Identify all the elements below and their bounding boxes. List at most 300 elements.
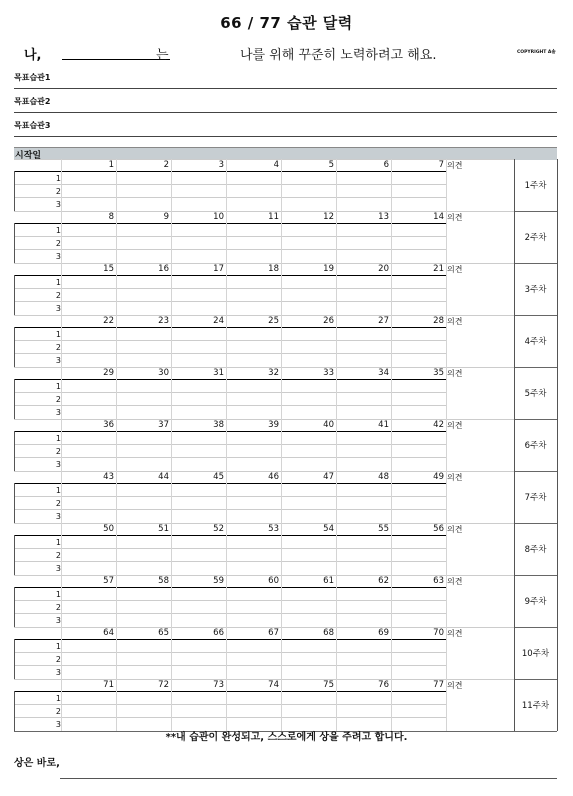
header-divider — [14, 431, 447, 432]
day-number: 65 — [158, 628, 169, 638]
opinion-label: 의견 — [447, 369, 463, 378]
day-number: 25 — [268, 316, 279, 326]
week-label: 4주차 — [524, 337, 547, 347]
column-divider — [116, 419, 117, 471]
day-number: 45 — [213, 472, 224, 482]
row-divider — [14, 340, 447, 341]
row-divider — [14, 249, 447, 250]
day-number: 19 — [323, 264, 334, 274]
column-divider — [336, 523, 337, 575]
opinion-label: 의견 — [447, 317, 463, 326]
row-divider — [14, 627, 514, 628]
habit-row-label: 1 — [55, 694, 61, 703]
column-divider — [391, 211, 392, 263]
right-border — [557, 471, 558, 523]
day-number: 28 — [433, 316, 444, 326]
day-number: 7 — [438, 160, 444, 170]
week-block — [14, 627, 557, 679]
row-divider — [14, 444, 447, 445]
day-number: 37 — [158, 420, 169, 430]
column-divider — [116, 575, 117, 627]
day-number: 51 — [158, 524, 169, 534]
day-number: 54 — [323, 524, 334, 534]
week-block — [14, 575, 557, 627]
column-divider — [116, 523, 117, 575]
right-border — [557, 575, 558, 627]
day-number: 11 — [268, 212, 279, 222]
day-number: 20 — [378, 264, 389, 274]
day-number: 24 — [213, 316, 224, 326]
habit-row-label: 1 — [55, 278, 61, 287]
right-border — [557, 627, 558, 679]
goal-row-3[interactable] — [14, 114, 557, 137]
column-divider — [226, 471, 227, 523]
column-divider — [61, 471, 62, 523]
right-border — [557, 211, 558, 263]
column-divider — [446, 315, 447, 367]
week-label: 5주차 — [524, 389, 547, 399]
column-divider — [336, 419, 337, 471]
header-divider — [14, 327, 447, 328]
week-block — [14, 419, 557, 471]
column-divider — [116, 471, 117, 523]
goal-row-2[interactable] — [14, 90, 557, 113]
column-divider — [171, 575, 172, 627]
day-number: 75 — [323, 680, 334, 690]
day-number: 74 — [268, 680, 279, 690]
column-divider — [281, 263, 282, 315]
week-label: 8주차 — [524, 545, 547, 555]
column-divider — [281, 367, 282, 419]
column-divider — [61, 627, 62, 679]
habit-row-label: 1 — [55, 538, 61, 547]
column-divider — [391, 523, 392, 575]
column-divider — [226, 315, 227, 367]
day-number: 15 — [103, 264, 114, 274]
day-number: 59 — [213, 576, 224, 586]
left-border — [14, 275, 15, 315]
row-divider — [14, 405, 447, 406]
habit-calendar-grid — [14, 159, 557, 729]
day-number: 50 — [103, 524, 114, 534]
left-border — [14, 483, 15, 523]
column-divider — [336, 159, 337, 211]
row-divider — [14, 509, 447, 510]
column-divider — [116, 263, 117, 315]
week-label: 3주차 — [524, 285, 547, 295]
habit-row-label: 3 — [55, 668, 61, 677]
column-divider — [171, 159, 172, 211]
habit-row-label: 3 — [55, 356, 61, 365]
week-label: 2주차 — [524, 233, 547, 243]
week-label: 1주차 — [524, 181, 547, 191]
day-number: 73 — [213, 680, 224, 690]
column-divider — [446, 211, 447, 263]
column-divider — [171, 211, 172, 263]
week-block — [14, 263, 557, 315]
day-number: 27 — [378, 316, 389, 326]
column-divider — [446, 419, 447, 471]
column-divider — [391, 419, 392, 471]
left-border — [14, 691, 15, 731]
goal-label: 목표습관1 — [14, 73, 51, 82]
column-divider — [336, 471, 337, 523]
column-divider — [171, 419, 172, 471]
day-number: 39 — [268, 420, 279, 430]
row-divider — [14, 471, 514, 472]
right-border — [557, 523, 558, 575]
habit-row-label: 1 — [55, 642, 61, 651]
day-number: 36 — [103, 420, 114, 430]
day-number: 63 — [433, 576, 444, 586]
day-number: 33 — [323, 368, 334, 378]
name-blank-field[interactable] — [62, 59, 170, 60]
opinion-label: 의견 — [447, 213, 463, 222]
copyright-note: COPYRIGHT A솔 — [517, 50, 556, 55]
day-number: 6 — [383, 160, 389, 170]
habit-row-label: 3 — [55, 408, 61, 417]
day-number: 44 — [158, 472, 169, 482]
day-number: 21 — [433, 264, 444, 274]
week-label: 6주차 — [524, 441, 547, 451]
day-number: 26 — [323, 316, 334, 326]
day-number: 38 — [213, 420, 224, 430]
habit-row-label: 2 — [55, 655, 61, 664]
day-number: 35 — [433, 368, 444, 378]
pledge-me: 나, — [24, 48, 42, 63]
week-block — [14, 159, 557, 211]
day-number: 18 — [268, 264, 279, 274]
left-border — [14, 431, 15, 471]
column-divider — [446, 575, 447, 627]
day-number: 72 — [158, 680, 169, 690]
row-divider — [14, 679, 514, 680]
day-number: 9 — [163, 212, 169, 222]
day-number: 60 — [268, 576, 279, 586]
row-divider — [14, 717, 447, 718]
day-number: 34 — [378, 368, 389, 378]
week-label: 10주차 — [521, 649, 550, 659]
week-label: 11주차 — [521, 701, 550, 711]
habit-row-label: 2 — [55, 603, 61, 612]
column-divider — [336, 679, 337, 731]
column-divider — [171, 523, 172, 575]
page-title: 66 / 77 습관 달력 — [220, 14, 353, 32]
column-divider — [391, 471, 392, 523]
column-divider — [171, 471, 172, 523]
day-number: 8 — [108, 212, 114, 222]
habit-row-label: 3 — [55, 200, 61, 209]
habit-row-label: 1 — [55, 486, 61, 495]
opinion-label: 의견 — [447, 473, 463, 482]
day-number: 41 — [378, 420, 389, 430]
row-divider — [14, 561, 447, 562]
column-divider — [226, 159, 227, 211]
column-divider — [61, 575, 62, 627]
habit-row-label: 3 — [55, 512, 61, 521]
pledge-sentence: 나를 위해 꾸준히 노력하려고 해요. — [240, 48, 437, 63]
pledge-particle: 는 — [156, 48, 169, 63]
day-number: 10 — [213, 212, 224, 222]
day-number: 57 — [103, 576, 114, 586]
day-number: 64 — [103, 628, 114, 638]
row-divider — [14, 367, 514, 368]
day-number: 62 — [378, 576, 389, 586]
column-divider — [391, 575, 392, 627]
column-divider — [116, 679, 117, 731]
habit-row-label: 3 — [55, 720, 61, 729]
habit-row-label: 1 — [55, 434, 61, 443]
row-divider — [14, 184, 447, 185]
column-divider — [61, 419, 62, 471]
column-divider — [171, 263, 172, 315]
column-divider — [446, 367, 447, 419]
column-divider — [281, 471, 282, 523]
right-border — [557, 315, 558, 367]
column-divider — [391, 679, 392, 731]
column-divider — [116, 627, 117, 679]
reward-note: **내 습관이 완성되고, 스스로에게 상을 주려고 합니다. — [165, 732, 408, 743]
column-divider — [226, 263, 227, 315]
row-divider — [14, 613, 447, 614]
week-block — [14, 471, 557, 523]
column-divider — [226, 627, 227, 679]
header-divider — [14, 275, 447, 276]
left-border — [14, 587, 15, 627]
column-divider — [281, 159, 282, 211]
habit-row-label: 3 — [55, 564, 61, 573]
week-block — [14, 211, 557, 263]
day-number: 30 — [158, 368, 169, 378]
column-divider — [226, 367, 227, 419]
habit-row-label: 1 — [55, 174, 61, 183]
opinion-label: 의견 — [447, 577, 463, 586]
column-divider — [281, 523, 282, 575]
week-block — [14, 367, 557, 419]
pledge-line — [0, 44, 573, 64]
column-divider — [226, 575, 227, 627]
habit-row-label: 2 — [55, 187, 61, 196]
day-number: 70 — [433, 628, 444, 638]
column-divider — [281, 315, 282, 367]
column-divider — [171, 627, 172, 679]
day-number: 68 — [323, 628, 334, 638]
prize-label: 상은 바로, — [14, 758, 60, 769]
day-number: 56 — [433, 524, 444, 534]
left-border — [14, 171, 15, 211]
column-divider — [171, 679, 172, 731]
habit-row-label: 1 — [55, 590, 61, 599]
column-divider — [171, 315, 172, 367]
row-divider — [14, 496, 447, 497]
row-divider — [14, 704, 447, 705]
right-border — [557, 419, 558, 471]
column-divider — [61, 211, 62, 263]
row-divider — [14, 288, 447, 289]
row-divider — [14, 600, 447, 601]
column-divider — [281, 211, 282, 263]
row-divider — [14, 652, 447, 653]
row-divider — [14, 301, 447, 302]
column-divider — [61, 315, 62, 367]
habit-row-label: 2 — [55, 343, 61, 352]
habit-row-label: 2 — [55, 447, 61, 456]
left-border — [14, 223, 15, 263]
header-divider — [14, 587, 447, 588]
day-number: 58 — [158, 576, 169, 586]
column-divider — [226, 211, 227, 263]
goal-label: 목표습관3 — [14, 121, 51, 130]
header-divider — [14, 379, 447, 380]
day-number: 32 — [268, 368, 279, 378]
day-number: 61 — [323, 576, 334, 586]
opinion-label: 의견 — [447, 681, 463, 690]
right-border — [557, 263, 558, 315]
column-divider — [446, 679, 447, 731]
week-block — [14, 679, 557, 731]
header-divider — [14, 171, 447, 172]
day-number: 5 — [328, 160, 334, 170]
column-divider — [391, 159, 392, 211]
habit-row-label: 3 — [55, 460, 61, 469]
day-number: 29 — [103, 368, 114, 378]
day-number: 69 — [378, 628, 389, 638]
day-number: 47 — [323, 472, 334, 482]
habit-row-label: 2 — [55, 499, 61, 508]
start-date-label: 시작일 — [15, 151, 42, 161]
row-divider — [14, 159, 514, 160]
column-divider — [446, 471, 447, 523]
habit-row-label: 2 — [55, 551, 61, 560]
row-divider — [14, 665, 447, 666]
day-number: 53 — [268, 524, 279, 534]
row-divider — [14, 548, 447, 549]
day-number: 40 — [323, 420, 334, 430]
row-divider — [14, 211, 514, 212]
left-border — [14, 639, 15, 679]
day-number: 42 — [433, 420, 444, 430]
header-divider — [14, 691, 447, 692]
week-block — [14, 315, 557, 367]
day-number: 22 — [103, 316, 114, 326]
day-number: 14 — [433, 212, 444, 222]
column-divider — [61, 159, 62, 211]
header-divider — [14, 483, 447, 484]
habit-row-label: 2 — [55, 291, 61, 300]
opinion-label: 의견 — [447, 265, 463, 274]
habit-row-label: 2 — [55, 395, 61, 404]
opinion-label: 의견 — [447, 629, 463, 638]
habit-row-label: 1 — [55, 382, 61, 391]
day-number: 77 — [433, 680, 444, 690]
column-divider — [226, 419, 227, 471]
right-border — [557, 159, 558, 211]
habit-row-label: 3 — [55, 304, 61, 313]
opinion-label: 의견 — [447, 421, 463, 430]
opinion-label: 의견 — [447, 161, 463, 170]
row-divider — [14, 353, 447, 354]
row-divider — [14, 197, 447, 198]
prize-blank-field[interactable] — [60, 778, 557, 779]
day-number: 49 — [433, 472, 444, 482]
column-divider — [336, 367, 337, 419]
column-divider — [116, 159, 117, 211]
column-divider — [171, 367, 172, 419]
habit-row-label: 3 — [55, 616, 61, 625]
row-divider — [14, 263, 514, 264]
column-divider — [116, 367, 117, 419]
row-divider — [14, 392, 447, 393]
left-border — [14, 327, 15, 367]
column-divider — [226, 523, 227, 575]
column-divider — [446, 159, 447, 211]
day-number: 46 — [268, 472, 279, 482]
column-divider — [226, 679, 227, 731]
day-number: 52 — [213, 524, 224, 534]
column-divider — [446, 263, 447, 315]
row-divider — [14, 523, 514, 524]
column-divider — [336, 315, 337, 367]
column-divider — [336, 263, 337, 315]
column-divider — [336, 211, 337, 263]
day-number: 55 — [378, 524, 389, 534]
column-divider — [61, 679, 62, 731]
day-number: 76 — [378, 680, 389, 690]
column-divider — [61, 523, 62, 575]
day-number: 13 — [378, 212, 389, 222]
right-border — [557, 679, 558, 731]
header-divider — [14, 223, 447, 224]
column-divider — [391, 627, 392, 679]
habit-row-label: 2 — [55, 239, 61, 248]
habit-row-label: 1 — [55, 226, 61, 235]
day-number: 12 — [323, 212, 334, 222]
day-number: 3 — [218, 160, 224, 170]
column-divider — [281, 575, 282, 627]
day-number: 23 — [158, 316, 169, 326]
header-divider — [14, 639, 447, 640]
opinion-label: 의견 — [447, 525, 463, 534]
day-number: 43 — [103, 472, 114, 482]
row-divider — [14, 236, 447, 237]
column-divider — [391, 315, 392, 367]
column-divider — [391, 367, 392, 419]
column-divider — [116, 315, 117, 367]
column-divider — [336, 627, 337, 679]
day-number: 67 — [268, 628, 279, 638]
day-number: 4 — [273, 160, 279, 170]
habit-row-label: 2 — [55, 707, 61, 716]
goal-row-1[interactable] — [14, 66, 557, 89]
day-number: 17 — [213, 264, 224, 274]
day-number: 31 — [213, 368, 224, 378]
row-divider — [14, 457, 447, 458]
left-border — [14, 535, 15, 575]
column-divider — [281, 419, 282, 471]
column-divider — [446, 627, 447, 679]
week-label: 9주차 — [524, 597, 547, 607]
day-number: 66 — [213, 628, 224, 638]
header-divider — [14, 535, 447, 536]
row-divider — [14, 315, 514, 316]
day-number: 48 — [378, 472, 389, 482]
column-divider — [281, 679, 282, 731]
column-divider — [391, 263, 392, 315]
day-number: 16 — [158, 264, 169, 274]
column-divider — [61, 263, 62, 315]
goal-label: 목표습관2 — [14, 97, 51, 106]
column-divider — [61, 367, 62, 419]
